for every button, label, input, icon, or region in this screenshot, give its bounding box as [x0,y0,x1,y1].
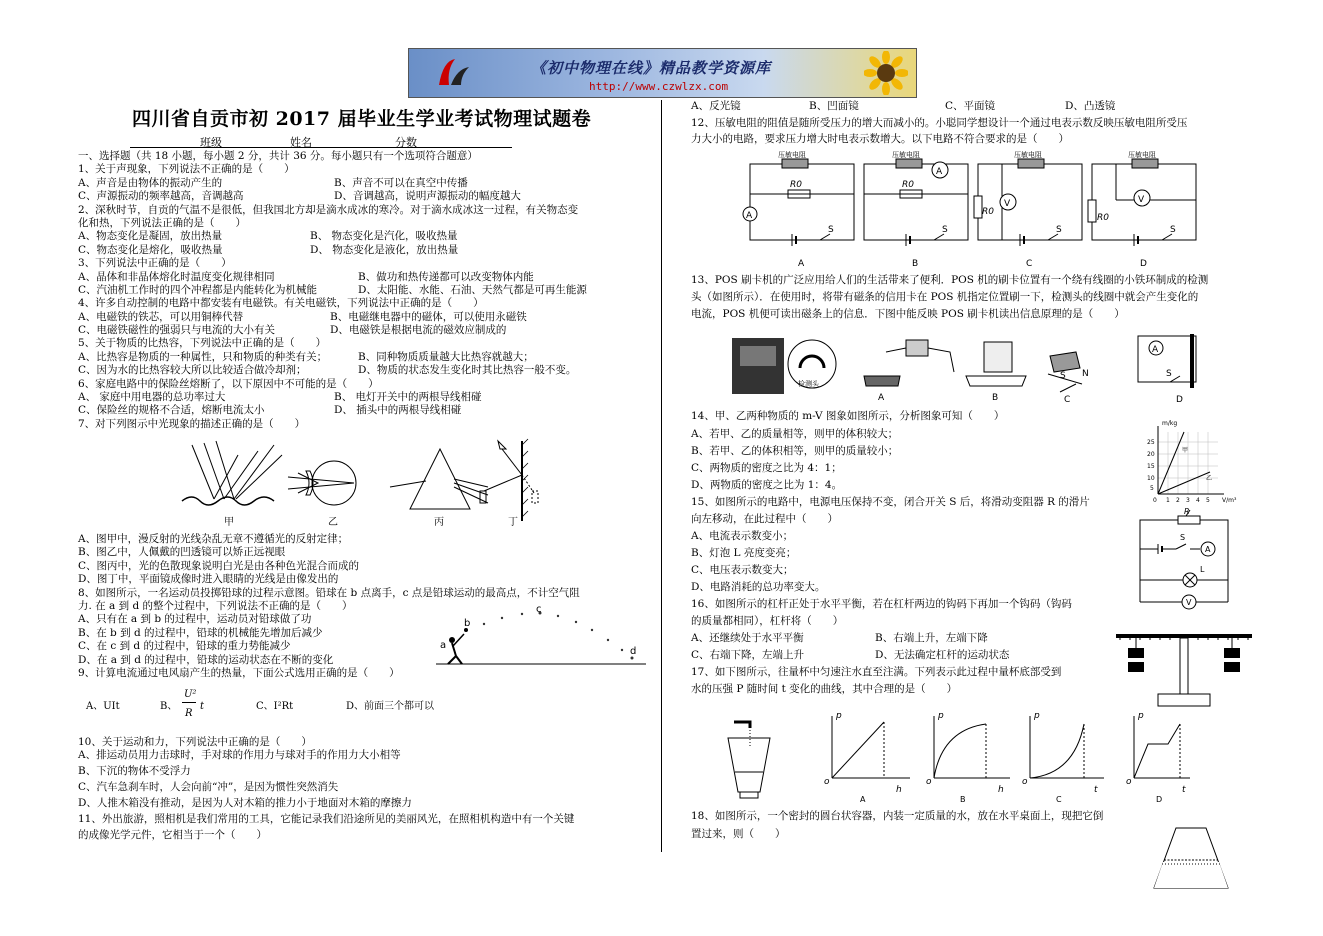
fig14-xtick-2: 2 [1176,497,1180,504]
q6-row1 [78,391,578,404]
q6-option-b: B、 电灯开关中的两根导线相碰 [334,391,482,404]
fig14-xtick-1: 1 [1166,497,1170,504]
q4-option-b: B、电磁继电器中的磁体，可以使用永磁铁 [330,310,527,323]
q9-formula-numerator: U² [184,689,197,700]
fig12-r0-a: R0 [790,180,802,190]
q2-stem-2: 化和热，下列说法正确的是（ ） [78,216,246,229]
q17-stem: 17、如下图所示，往量杯中匀速注水直至注满。下列表示此过程中量杯底部受到 [691,666,1062,678]
q8-stem: 8、如图所示，一名运动员投掷铅球的过程示意图。铅球在 b 点离手，c 点是铅球运动的最高点，不计空气阻 [78,586,580,599]
fig14-jia: 甲 [1182,447,1189,454]
fig12-switch-c: S [1056,225,1062,235]
q7-option-c: C、图丙中，光的色散现象说明白光是由各种色光混合而成的 [78,559,360,572]
q7-figure [178,435,544,527]
q10-option-c: C、汽车急刹车时，人会向前“冲”，是因为惯性突然消失 [78,781,339,794]
fig17-b-o: o [926,777,932,787]
q5-row2 [78,364,578,377]
q18-stem: 18、如图所示，一个密封的圆台状容器，内装一定质量的水，放在水平桌面上，现把它倒 [691,810,1104,822]
fig12-label-b: B [912,259,919,269]
fig13-pole-s: S [1060,371,1066,381]
q13-stem-3: 电流，POS 机便可读出磁条上的信息．下图中能反映 POS 刷卡机读出信息原理的是（ ） [691,308,1125,320]
q15-option-d: D、电路消耗的总功率变大。 [691,581,826,593]
fig8-label-d: d [630,646,637,657]
fig14-yi: 乙 [1206,475,1213,482]
q9-option-d: D、前面三个都可以 [346,701,435,712]
q1-stem: 1、关于声现象，下列说法不正确的是（ ） [78,163,295,176]
banner-text: 《初中物理在线》精品教学资源库 [531,59,772,77]
q14-option-a: A、若甲、乙的质量相等，则甲的体积较大； [691,428,899,440]
q2-stem: 2、深秋时节，自贡的气温不是很低，但我国北方却是滴水成冰的寒冷。对于滴水成冰这一过程，有关物态变 [78,203,579,216]
q2-option-d: D、 物态变化是液化，放出热量 [310,243,459,256]
q9-stem: 9、计算电流通过电风扇产生的热量，下面公式选用正确的是（ ） [78,666,400,679]
fig14-ylabel: m/kg [1162,420,1178,427]
column-divider [661,100,662,852]
fig12-switch-b: S [942,225,948,235]
q13-figure [730,328,1220,404]
q12-figure [742,150,1204,270]
q16-option-d: D、无法确定杠杆的运动状态 [875,649,1010,661]
q10-option-a: A、排运动员用力击球时，手对球的作用力与球对手的作用力大小相等 [78,749,401,762]
fig12-r0-d: R0 [1097,213,1109,223]
q9-formula-denominator: R [185,708,193,719]
fig14-xtick-4: 4 [1196,497,1200,504]
fig15-r: R [1184,508,1190,516]
q5-option-d: D、物质的状态发生变化时其比热容一般不变。 [358,364,577,377]
fig17-b-p: p [938,711,944,721]
q18-stem-2: 置过来，则（ ） [691,828,786,840]
q6-option-a: A、 家庭中用电器的总功率过大 [78,391,226,404]
right-column-top [691,100,1187,149]
fig13-label-b: B [992,393,999,403]
fig12-switch-a: S [828,225,834,235]
q3-option-a: A、晶体和非晶体熔化时温度变化规律相同 [78,270,275,283]
q11-option-b: B、凹面镜 [809,100,859,112]
q3-row1 [78,271,578,284]
q8-option-d: D、在 a 到 d 的过程中，铅球的运动状态在不断的变化 [78,653,334,666]
q9-option-c: C、I²Rt [256,701,294,712]
q15-stem: 15、如图所示的电路中，电源电压保持不变，闭合开关 S 后，将滑动变阻器 R 的滑片 [691,496,1090,508]
fig12-label-a: A [798,259,805,269]
fig15-s: S [1180,533,1186,542]
class-label: 班级 [200,136,222,149]
q11-stem: 11、外出旅游，照相机是我们常用的工具，它能记录我们沿途所见的美丽风光，在照相机构造中有一个关键 [78,813,575,826]
fig13-switch: S [1166,369,1172,379]
q1-row1 [78,177,578,190]
q16-figure [1114,628,1254,710]
q10-option-b: B、下沉的物体不受浮力 [78,765,191,778]
fig12-ammeter-a: A [746,211,753,221]
q18-figure [1150,824,1232,892]
q15-option-a: A、电流表示数变小； [691,530,794,542]
q14-stem: 14、甲、乙两种物质的 m-V 图象如图所示，分析图象可知（ ） [691,410,1005,422]
fig17-label-b: B [960,795,966,804]
q2-option-b: B、 物态变化是汽化，吸收热量 [310,230,458,243]
fig17-a-h: h [896,785,902,795]
q9-fraction-bar [182,702,196,703]
fig13-pole-n: N [1082,369,1089,379]
q10-option-d: D、人推木箱没有推动，是因为人对木箱的推力小于地面对木箱的摩擦力 [78,797,412,810]
q1-option-d: D、音调越高，说明声源振动的幅度越大 [334,190,521,203]
q3-option-d: D、太阳能、水能、石油、天然气都是可再生能源 [358,283,587,296]
q6-option-c: C、保险丝的规格不合适，熔断电流太小 [78,404,265,417]
header-rule [130,147,512,148]
q11-stem-2: 的成像光学元件，它相当于一个（ ） [78,829,267,842]
fig7-label-jia: 甲 [224,517,234,527]
q3-option-b: B、做功和热传递都可以改变物体内能 [358,270,534,283]
q13-stem-2: 头（如图所示）．在使用时，将带有磁条的信用卡在 POS 机指定位置刷一下，检测头的线圈中就会产生变化的 [691,291,1199,303]
logo-icon [433,55,473,91]
banner [408,48,917,98]
q1-option-b: B、声音不可以在真空中传播 [334,176,468,189]
q3-row2 [78,283,587,297]
q3-option-c: C、汽油机工作时的四个冲程都是内能转化为机械能 [78,283,318,296]
q16-stem-2: 的质量都相同），杠杆将（ ） [691,615,844,627]
q14-figure [1144,418,1240,504]
fig13-head-label: 检测头 [798,380,819,388]
q1-row2 [78,190,578,203]
sunflower-icon [864,51,908,95]
right-column-q14 [691,410,1090,700]
fig12-sensor-a: 压敏电阻 [778,151,806,159]
q4-option-c: C、电磁铁磁性的强弱只与电流的大小有关 [78,324,276,337]
fig13-label-a: A [878,393,885,403]
fig14-xtick-5: 5 [1206,497,1210,504]
q1-option-c: C、声源振动的频率越高，音调越高 [78,190,244,203]
fig17-a-o: o [824,777,830,787]
fig15-l: L [1200,565,1205,574]
q11-options [691,100,1187,113]
q7-stem: 7、对下列图示中光现象的描述正确的是（ ） [78,417,306,430]
q5-option-b: B、同种物质质量越大比热容就越大； [358,350,534,363]
q4-stem: 4、许多自动控制的电路中都安装有电磁铁。有关电磁铁，下列说法中正确的是（ ） [78,297,484,310]
fig12-label-c: C [1026,259,1033,269]
fig8-label-b: b [464,618,471,629]
q10-stem: 10、关于运动和力，下列说法中正确的是（ ） [78,736,312,748]
q13-stem: 13、POS 刷卡机的广泛应用给人们的生活带来了便利．POS 机的刷卡位置有一个绕有线圈的小铁环制成的检测 [691,274,1209,286]
fig17-b-h: h [998,785,1004,795]
q2-row2 [78,244,578,257]
q16-option-c: C、右端下降，左端上升 [691,649,805,661]
q9-option-b: B、 [160,701,178,712]
q8-figure [436,604,646,666]
q11-option-a: A、反光镜 [691,100,741,112]
fig13-ammeter: A [1152,345,1159,355]
fig7-label-yi: 乙 [328,517,338,527]
q15-figure [1130,508,1240,614]
q16-row2 [691,649,1090,666]
q4-option-a: A、电磁铁的铁芯，可以用铜棒代替 [78,310,244,323]
fig12-ammeter-b: A [936,167,943,177]
q17-figure [724,708,1194,808]
fig14-xlabel: V/m³ [1222,497,1237,504]
q7-option-a: A、图甲中，漫反射的光线杂乱无章不遵循光的反射定律； [78,533,349,545]
q12-stem-2: 力大小的电路，要求压力增大时电表示数增大。以下电路不符合要求的是（ ） [691,133,1069,146]
q4-option-d: D、电磁铁是根据电流的磁效应制成的 [330,324,507,337]
right-column-q18 [691,810,1103,846]
q14-option-b: B、若甲、乙的体积相等，则甲的质量较小； [691,445,899,457]
q15-option-c: C、电压表示数变大； [691,564,794,576]
fig15-v: V [1186,598,1192,607]
fig15-a: A [1205,545,1211,554]
fig12-voltmeter-d: V [1138,195,1145,205]
fig14-ytick-15: 15 [1147,463,1155,470]
q15-stem-2: 向左移动，在此过程中（ ） [691,513,838,525]
fig12-sensor-c: 压敏电阻 [1014,151,1042,159]
left-column-top [78,150,587,431]
name-label: 姓名 [290,136,312,149]
fig14-ytick-5: 5 [1150,485,1154,492]
fig14-ytick-20: 20 [1147,451,1155,458]
q6-stem: 6、家庭电路中的保险丝熔断了，以下原因中不可能的是（ ） [78,377,379,390]
q8-option-b: B、在 b 到 d 的过程中，铅球的机械能先增加后减少 [78,626,323,639]
q7-option-d: D、图丁中，平面镜成像时进入眼睛的光线是由像发出的 [78,573,339,586]
q5-stem: 5、关于物质的比热容，下列说法中正确的是（ ） [78,337,327,350]
q9-formula-t: t [200,701,205,712]
q16-option-a: A、还继续处于水平平衡 [691,632,804,644]
q17-stem-2: 水的压强 P 随时间 t 变化的曲线，其中合理的是（ ） [691,683,958,695]
q6-row2 [78,404,578,417]
fig8-label-c: c [536,604,542,615]
q16-stem: 16、如图所示的杠杆正处于水平平衡，若在杠杆两边的钩码下再加一个钩码（钩码 [691,598,1072,610]
fig13-label-c: C [1064,395,1071,404]
fig12-sensor-b: 压敏电阻 [892,151,920,159]
right-column-q13 [691,274,1208,325]
fig12-voltmeter-c: V [1004,199,1011,209]
fig8-label-a: a [440,640,447,651]
fig14-ytick-10: 10 [1147,475,1155,482]
fig17-c-p: p [1034,711,1040,721]
fig17-label-c: C [1056,795,1062,804]
page-title: 四川省自贡市初 2017 届毕业生学业考试物理试题卷 [132,108,592,130]
q6-option-d: D、 插头中的两根导线相碰 [334,404,462,417]
q11-option-c: C、平面镜 [945,100,996,112]
fig12-switch-d: S [1170,225,1176,235]
fig12-r0-b: R0 [902,180,914,190]
q2-row1 [78,230,578,243]
q8-option-c: C、在 c 到 d 的过程中，铅球的重力势能减少 [78,640,291,653]
fig17-c-t: t [1094,785,1098,795]
q11-option-d: D、凸透镜 [1065,100,1116,112]
fig17-label-d: D [1156,795,1163,804]
q7-option-b: B、图乙中，人佩戴的凹透镜可以矫正远视眼 [78,546,286,559]
q2-option-c: C、物态变化是熔化，吸收热量 [78,243,223,256]
fig14-origin: 0 [1153,497,1157,504]
fig12-r0-c: R0 [982,207,994,217]
q2-option-a: A、物态变化是凝固，放出热量 [78,230,223,243]
q5-option-c: C、因为水的比热容较大所以比较适合做冷却剂； [78,364,307,377]
q14-option-c: C、两物质的密度之比为 4：1； [691,462,842,474]
q9-option-a: A、UIt [86,701,120,712]
fig17-d-t: t [1182,785,1186,795]
q14-option-d: D、两物质的密度之比为 1：4。 [691,479,843,491]
left-column-bottom [78,736,574,845]
fig14-ytick-25: 25 [1147,439,1155,446]
q15-option-b: B、灯泡 L 亮度变亮； [691,547,797,559]
fig17-d-o: o [1126,777,1132,787]
fig17-c-o: o [1022,777,1028,787]
q5-row1 [78,351,578,364]
q16-option-b: B、右端上升，左端下降 [875,632,988,644]
q16-row1 [691,632,1090,649]
fig12-sensor-d: 压敏电阻 [1128,151,1156,159]
score-label: 分数 [395,136,417,149]
fig17-a-p: p [836,711,842,721]
q12-stem: 12、压敏电阻的阻值是随所受压力的增大而减小的。小聪同学想设计一个通过电表示数反映压敏电阻所受压 [691,117,1188,130]
fig14-xtick-3: 3 [1186,497,1190,504]
fig7-label-bing: 丙 [434,517,444,527]
fig17-d-p: p [1138,711,1144,721]
q8-stem-2: 力. 在 a 到 d 的整个过程中，下列说法不正确的是（ ） [78,599,353,612]
fig7-label-ding: 丁 [508,517,518,527]
section-heading: 一、选择题（共 18 小题，每小题 2 分，共计 36 分。每小题只有一个选项符合题意） [78,150,478,162]
banner-url: http://www.czwlzx.com [589,80,729,93]
fig13-label-d: D [1176,395,1183,404]
q8-option-a: A、只有在 a 到 b 的过程中，运动员对铅球做了功 [78,613,312,626]
fig12-label-d: D [1140,259,1147,269]
q5-option-a: A、比热容是物质的一种属性，只和物质的种类有关； [78,350,328,363]
q3-stem: 3、下列说法中正确的是（ ） [78,257,232,270]
q4-row1 [78,311,578,324]
q1-option-a: A、声音是由物体的振动产生的 [78,176,223,189]
fig17-label-a: A [860,795,866,804]
q4-row2 [78,324,578,337]
